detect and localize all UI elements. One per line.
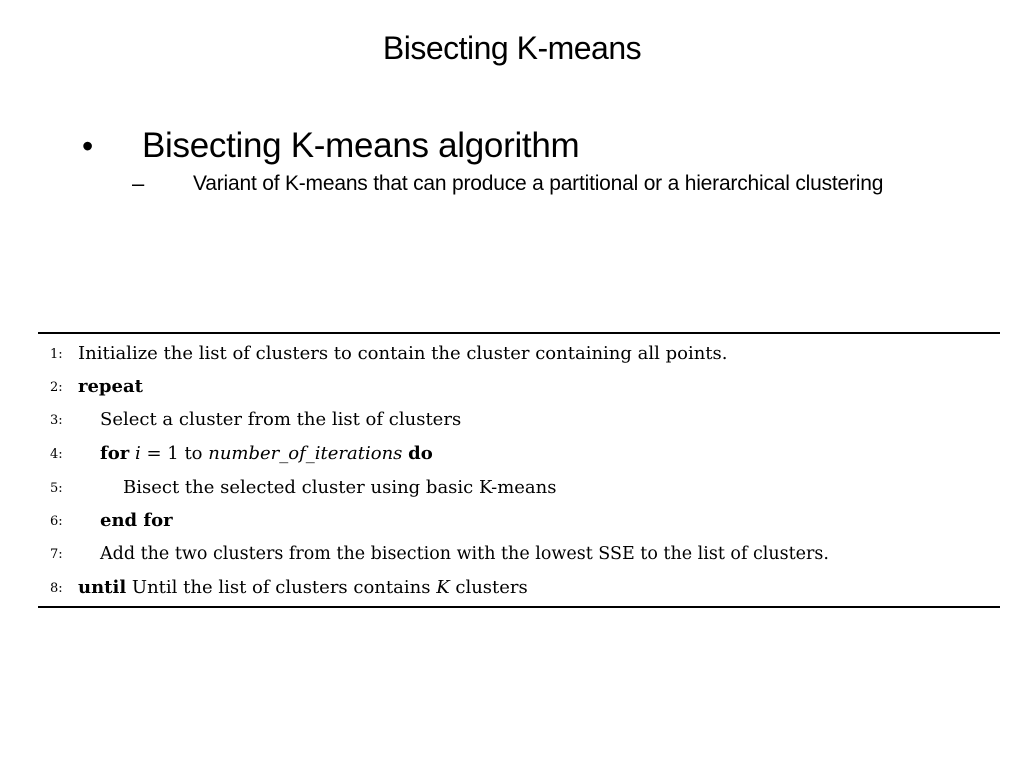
algorithm-line: [38, 438, 1000, 470]
algorithm-line: [38, 505, 1000, 537]
line-number: 4:: [50, 447, 63, 462]
line-number: 5:: [50, 481, 63, 496]
algorithm-line: [38, 572, 1000, 604]
line-number: 3:: [50, 413, 63, 428]
keyword-do: do: [408, 443, 433, 464]
keyword-until: until: [78, 577, 127, 598]
line-number: 6:: [50, 514, 63, 529]
for-loop-header: [100, 438, 433, 470]
bullet-item: [82, 124, 982, 170]
loop-variable: i: [134, 443, 141, 464]
algorithm-line: [38, 338, 1000, 370]
loop-start: = 1: [140, 443, 185, 464]
bullet-marker: •: [82, 128, 94, 164]
line-number: 8:: [50, 581, 63, 596]
keyword-repeat: repeat: [78, 376, 143, 397]
line-text: Add the two clusters from the bisection with the lowest SSE to the list of clusters.: [100, 544, 829, 564]
slide-title: Bisecting K-means: [382, 30, 642, 66]
algorithm-line: [38, 472, 1000, 504]
line-number: 1:: [50, 347, 63, 362]
keyword-to: to: [184, 443, 203, 464]
sub-bullet-text: Variant of K-means that can produce a partitional or a hierarchical clustering: [193, 172, 884, 195]
algorithm-box: [38, 332, 1000, 608]
algorithm-line: [38, 404, 1000, 436]
loop-limit: number_of_iterations: [208, 443, 403, 464]
line-text: Select a cluster from the list of clusters: [100, 409, 462, 430]
algorithm-line: [38, 538, 1000, 570]
until-text-end: clusters: [455, 577, 528, 598]
line-text: Initialize the list of clusters to contain the cluster containing all points.: [78, 343, 728, 364]
until-clause: [78, 572, 528, 604]
keyword-end-for: end for: [100, 510, 173, 531]
line-text: Bisect the selected cluster using basic K-means: [123, 477, 557, 498]
bullet-text: Bisecting K-means algorithm: [142, 126, 580, 165]
until-text: Until the list of clusters contains: [131, 577, 431, 598]
sub-bullet-marker: –: [132, 171, 145, 196]
keyword-for: for: [100, 443, 130, 464]
algorithm-line: [38, 371, 1000, 403]
line-number: 7:: [50, 547, 63, 562]
k-variable: K: [436, 577, 450, 598]
line-number: 2:: [50, 380, 63, 395]
